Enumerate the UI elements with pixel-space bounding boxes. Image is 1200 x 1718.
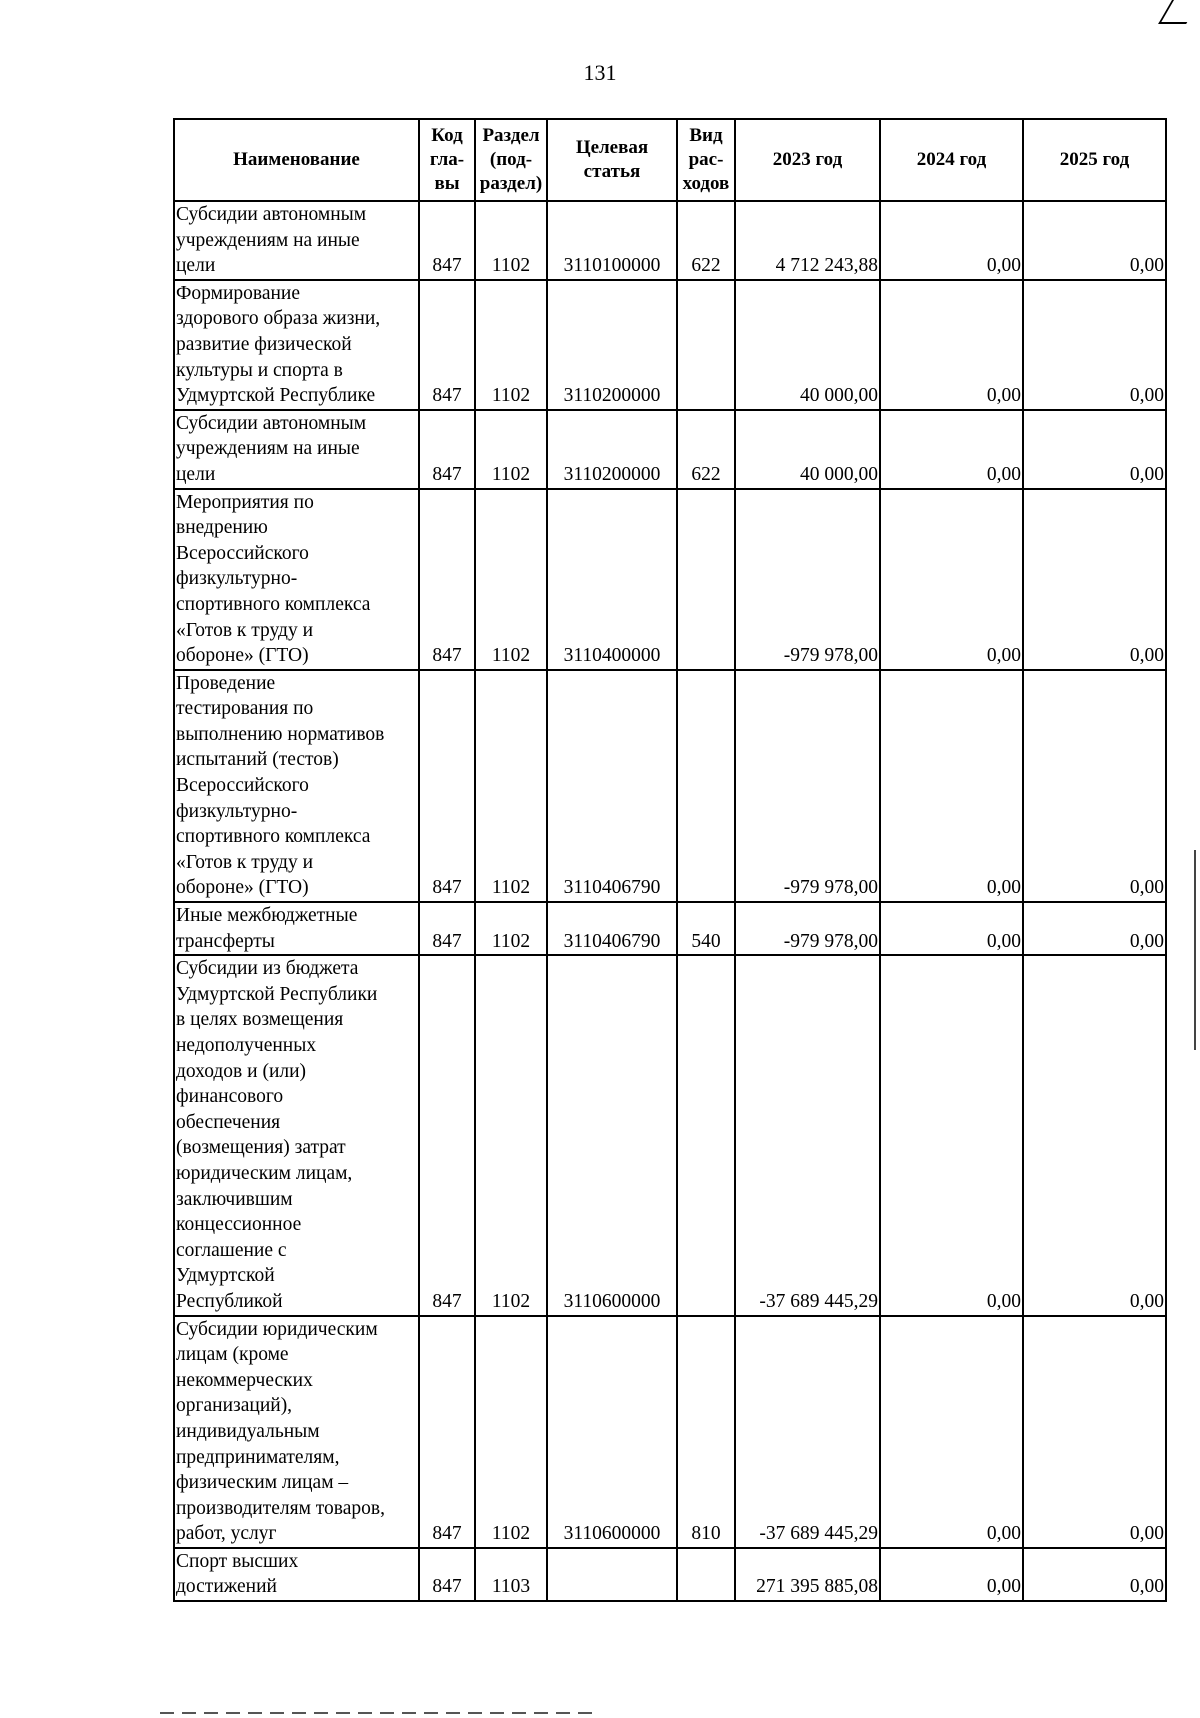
table-row bbox=[174, 1548, 1166, 1601]
row-name-line: концессионное bbox=[176, 1214, 302, 1236]
row-name-line: производителям товаров, bbox=[176, 1497, 385, 1519]
row-target-article: 3110600000 bbox=[547, 1316, 677, 1548]
row-chapter-code: 847 bbox=[419, 410, 475, 489]
row-amount-2023: -979 978,00 bbox=[735, 670, 880, 902]
row-name-line: работ, услуг bbox=[176, 1523, 277, 1545]
row-section: 1102 bbox=[475, 280, 547, 410]
row-name-line: трансферты bbox=[176, 930, 275, 952]
row-name-line: «Готов к труду и bbox=[176, 851, 314, 873]
row-amount-2023: 271 395 885,08 bbox=[735, 1548, 880, 1601]
row-name-line: обеспечения bbox=[176, 1111, 281, 1133]
row-section: 1102 bbox=[475, 955, 547, 1315]
row-expense-kind: 810 bbox=[677, 1316, 735, 1548]
row-name bbox=[174, 1548, 419, 1601]
row-name-line: Всероссийского bbox=[176, 542, 309, 564]
row-amount-2024: 0,00 bbox=[880, 410, 1023, 489]
row-section: 1102 bbox=[475, 670, 547, 902]
row-section: 1102 bbox=[475, 902, 547, 955]
row-name-line: тестирования по bbox=[176, 698, 314, 720]
row-chapter-code: 847 bbox=[419, 902, 475, 955]
row-target-article: 3110406790 bbox=[547, 670, 677, 902]
row-chapter-code: 847 bbox=[419, 201, 475, 280]
row-name-line: Удмуртской Республики bbox=[176, 983, 378, 1005]
row-name-line: Формирование bbox=[176, 282, 301, 304]
row-expense-kind bbox=[677, 489, 735, 670]
row-name-line: внедрению bbox=[176, 517, 268, 539]
row-amount-2024: 0,00 bbox=[880, 489, 1023, 670]
row-amount-2023: -37 689 445,29 bbox=[735, 1316, 880, 1548]
table-row bbox=[174, 670, 1166, 902]
table-row bbox=[174, 280, 1166, 410]
row-name-line: Иные межбюджетные bbox=[176, 905, 358, 927]
scan-corner-mark bbox=[1158, 0, 1200, 24]
table-row bbox=[174, 955, 1166, 1315]
row-section: 1102 bbox=[475, 489, 547, 670]
row-amount-2025: 0,00 bbox=[1023, 410, 1166, 489]
header-2024: 2024 год bbox=[880, 119, 1023, 201]
row-chapter-code: 847 bbox=[419, 280, 475, 410]
row-expense-kind bbox=[677, 280, 735, 410]
row-name-line: развитие физической bbox=[176, 333, 352, 355]
row-name-line: (возмещения) затрат bbox=[176, 1137, 346, 1159]
row-name bbox=[174, 201, 419, 280]
row-amount-2023: -37 689 445,29 bbox=[735, 955, 880, 1315]
row-name-line: соглашение с bbox=[176, 1239, 287, 1261]
row-name bbox=[174, 410, 419, 489]
row-expense-kind: 622 bbox=[677, 410, 735, 489]
row-amount-2025: 0,00 bbox=[1023, 489, 1166, 670]
row-name-line: обороне» (ГТО) bbox=[176, 645, 309, 667]
row-name-line: цели bbox=[176, 463, 216, 485]
row-section: 1103 bbox=[475, 1548, 547, 1601]
row-amount-2025: 0,00 bbox=[1023, 1316, 1166, 1548]
header-expense-kind: Вид рас- ходов bbox=[677, 119, 735, 201]
row-amount-2024: 0,00 bbox=[880, 280, 1023, 410]
row-name-line: Субсидии юридическим bbox=[176, 1318, 378, 1340]
row-amount-2025: 0,00 bbox=[1023, 955, 1166, 1315]
table-body bbox=[174, 201, 1166, 1601]
row-name-line: культуры и спорта в bbox=[176, 359, 343, 381]
row-name-line: учреждениям на иные bbox=[176, 229, 360, 251]
row-amount-2024: 0,00 bbox=[880, 670, 1023, 902]
row-name-line: спортивного комплекса bbox=[176, 826, 371, 848]
row-amount-2023: 4 712 243,88 bbox=[735, 201, 880, 280]
row-name-line: Мероприятия по bbox=[176, 491, 314, 513]
budget-table bbox=[173, 118, 1167, 1602]
row-name-line: в целях возмещения bbox=[176, 1009, 344, 1031]
row-name-line: Спорт высших bbox=[176, 1550, 299, 1572]
row-name-line: Удмуртской bbox=[176, 1265, 275, 1287]
row-chapter-code: 847 bbox=[419, 489, 475, 670]
header-target-article: Целевая статья bbox=[547, 119, 677, 201]
row-target-article: 3110600000 bbox=[547, 955, 677, 1315]
table-row bbox=[174, 1316, 1166, 1548]
row-target-article: 3110406790 bbox=[547, 902, 677, 955]
row-amount-2024: 0,00 bbox=[880, 1548, 1023, 1601]
row-name-line: некоммерческих bbox=[176, 1369, 313, 1391]
row-amount-2024: 0,00 bbox=[880, 1316, 1023, 1548]
row-name-line: выполнению нормативов bbox=[176, 723, 385, 745]
row-expense-kind bbox=[677, 670, 735, 902]
row-amount-2024: 0,00 bbox=[880, 902, 1023, 955]
row-section: 1102 bbox=[475, 410, 547, 489]
row-amount-2024: 0,00 bbox=[880, 201, 1023, 280]
row-name-line: Проведение bbox=[176, 672, 276, 694]
row-name-line: физкультурно- bbox=[176, 568, 298, 590]
row-section: 1102 bbox=[475, 201, 547, 280]
row-amount-2025: 0,00 bbox=[1023, 902, 1166, 955]
row-amount-2025: 0,00 bbox=[1023, 201, 1166, 280]
row-amount-2025: 0,00 bbox=[1023, 1548, 1166, 1601]
row-amount-2023: -979 978,00 bbox=[735, 489, 880, 670]
row-amount-2024: 0,00 bbox=[880, 955, 1023, 1315]
row-name-line: недополученных bbox=[176, 1035, 317, 1056]
header-2025: 2025 год bbox=[1023, 119, 1166, 201]
row-name bbox=[174, 670, 419, 902]
header-row bbox=[174, 119, 1166, 201]
row-name-line: индивидуальным bbox=[176, 1420, 320, 1442]
row-name-line: испытаний (тестов) bbox=[176, 749, 339, 771]
row-name-line: достижений bbox=[176, 1576, 277, 1598]
row-chapter-code: 847 bbox=[419, 955, 475, 1315]
row-name-line: юридическим лицам, bbox=[176, 1162, 353, 1184]
row-target-article: 3110400000 bbox=[547, 489, 677, 670]
row-name-line: цели bbox=[176, 255, 216, 277]
row-expense-kind: 622 bbox=[677, 201, 735, 280]
row-name-line: учреждениям на иные bbox=[176, 438, 360, 460]
row-target-article: 3110100000 bbox=[547, 201, 677, 280]
scan-bottom-line bbox=[160, 1712, 600, 1714]
row-name bbox=[174, 902, 419, 955]
row-name-line: Удмуртской Республике bbox=[176, 385, 376, 407]
row-amount-2025: 0,00 bbox=[1023, 670, 1166, 902]
table-row bbox=[174, 902, 1166, 955]
row-amount-2023: 40 000,00 bbox=[735, 280, 880, 410]
row-expense-kind bbox=[677, 1548, 735, 1601]
row-name-line: Субсидии из бюджета bbox=[176, 958, 359, 980]
row-name-line: Республикой bbox=[176, 1290, 283, 1312]
row-name-line: Субсидии автономным bbox=[176, 412, 367, 434]
row-name-line: заключившим bbox=[176, 1188, 293, 1210]
row-amount-2023: 40 000,00 bbox=[735, 410, 880, 489]
row-name-line: предпринимателям, bbox=[176, 1446, 340, 1468]
row-expense-kind bbox=[677, 955, 735, 1315]
table-row bbox=[174, 410, 1166, 489]
row-chapter-code: 847 bbox=[419, 670, 475, 902]
row-name-line: финансового bbox=[176, 1086, 284, 1108]
row-name bbox=[174, 489, 419, 670]
row-target-article bbox=[547, 1548, 677, 1601]
header-section: Раздел (под- раздел) bbox=[475, 119, 547, 201]
row-section: 1102 bbox=[475, 1316, 547, 1548]
table-row bbox=[174, 489, 1166, 670]
row-name-line: обороне» (ГТО) bbox=[176, 877, 309, 899]
row-chapter-code: 847 bbox=[419, 1548, 475, 1601]
row-name-line: Субсидии автономным bbox=[176, 204, 367, 225]
row-name-line: спортивного комплекса bbox=[176, 593, 371, 615]
header-name: Наименование bbox=[174, 119, 419, 201]
row-name bbox=[174, 955, 419, 1315]
scan-edge-line bbox=[1194, 850, 1196, 1050]
row-name bbox=[174, 1316, 419, 1548]
row-name-line: физическим лицам – bbox=[176, 1472, 349, 1494]
row-expense-kind: 540 bbox=[677, 902, 735, 955]
page-number: 131 bbox=[583, 60, 617, 85]
row-chapter-code: 847 bbox=[419, 1316, 475, 1548]
row-name-line: «Готов к труду и bbox=[176, 619, 314, 641]
row-target-article: 3110200000 bbox=[547, 410, 677, 489]
row-name-line: здорового образа жизни, bbox=[176, 308, 381, 330]
row-target-article: 3110200000 bbox=[547, 280, 677, 410]
row-amount-2025: 0,00 bbox=[1023, 280, 1166, 410]
row-name-line: физкультурно- bbox=[176, 800, 298, 822]
header-chapter-code: Код гла- вы bbox=[419, 119, 475, 201]
row-name-line: Всероссийского bbox=[176, 775, 309, 797]
header-2023: 2023 год bbox=[735, 119, 880, 201]
row-name bbox=[174, 280, 419, 410]
table-row bbox=[174, 201, 1166, 280]
row-amount-2023: -979 978,00 bbox=[735, 902, 880, 955]
row-name-line: лицам (кроме bbox=[176, 1344, 289, 1366]
row-name-line: организаций), bbox=[176, 1395, 293, 1417]
row-name-line: доходов и (или) bbox=[176, 1060, 307, 1082]
